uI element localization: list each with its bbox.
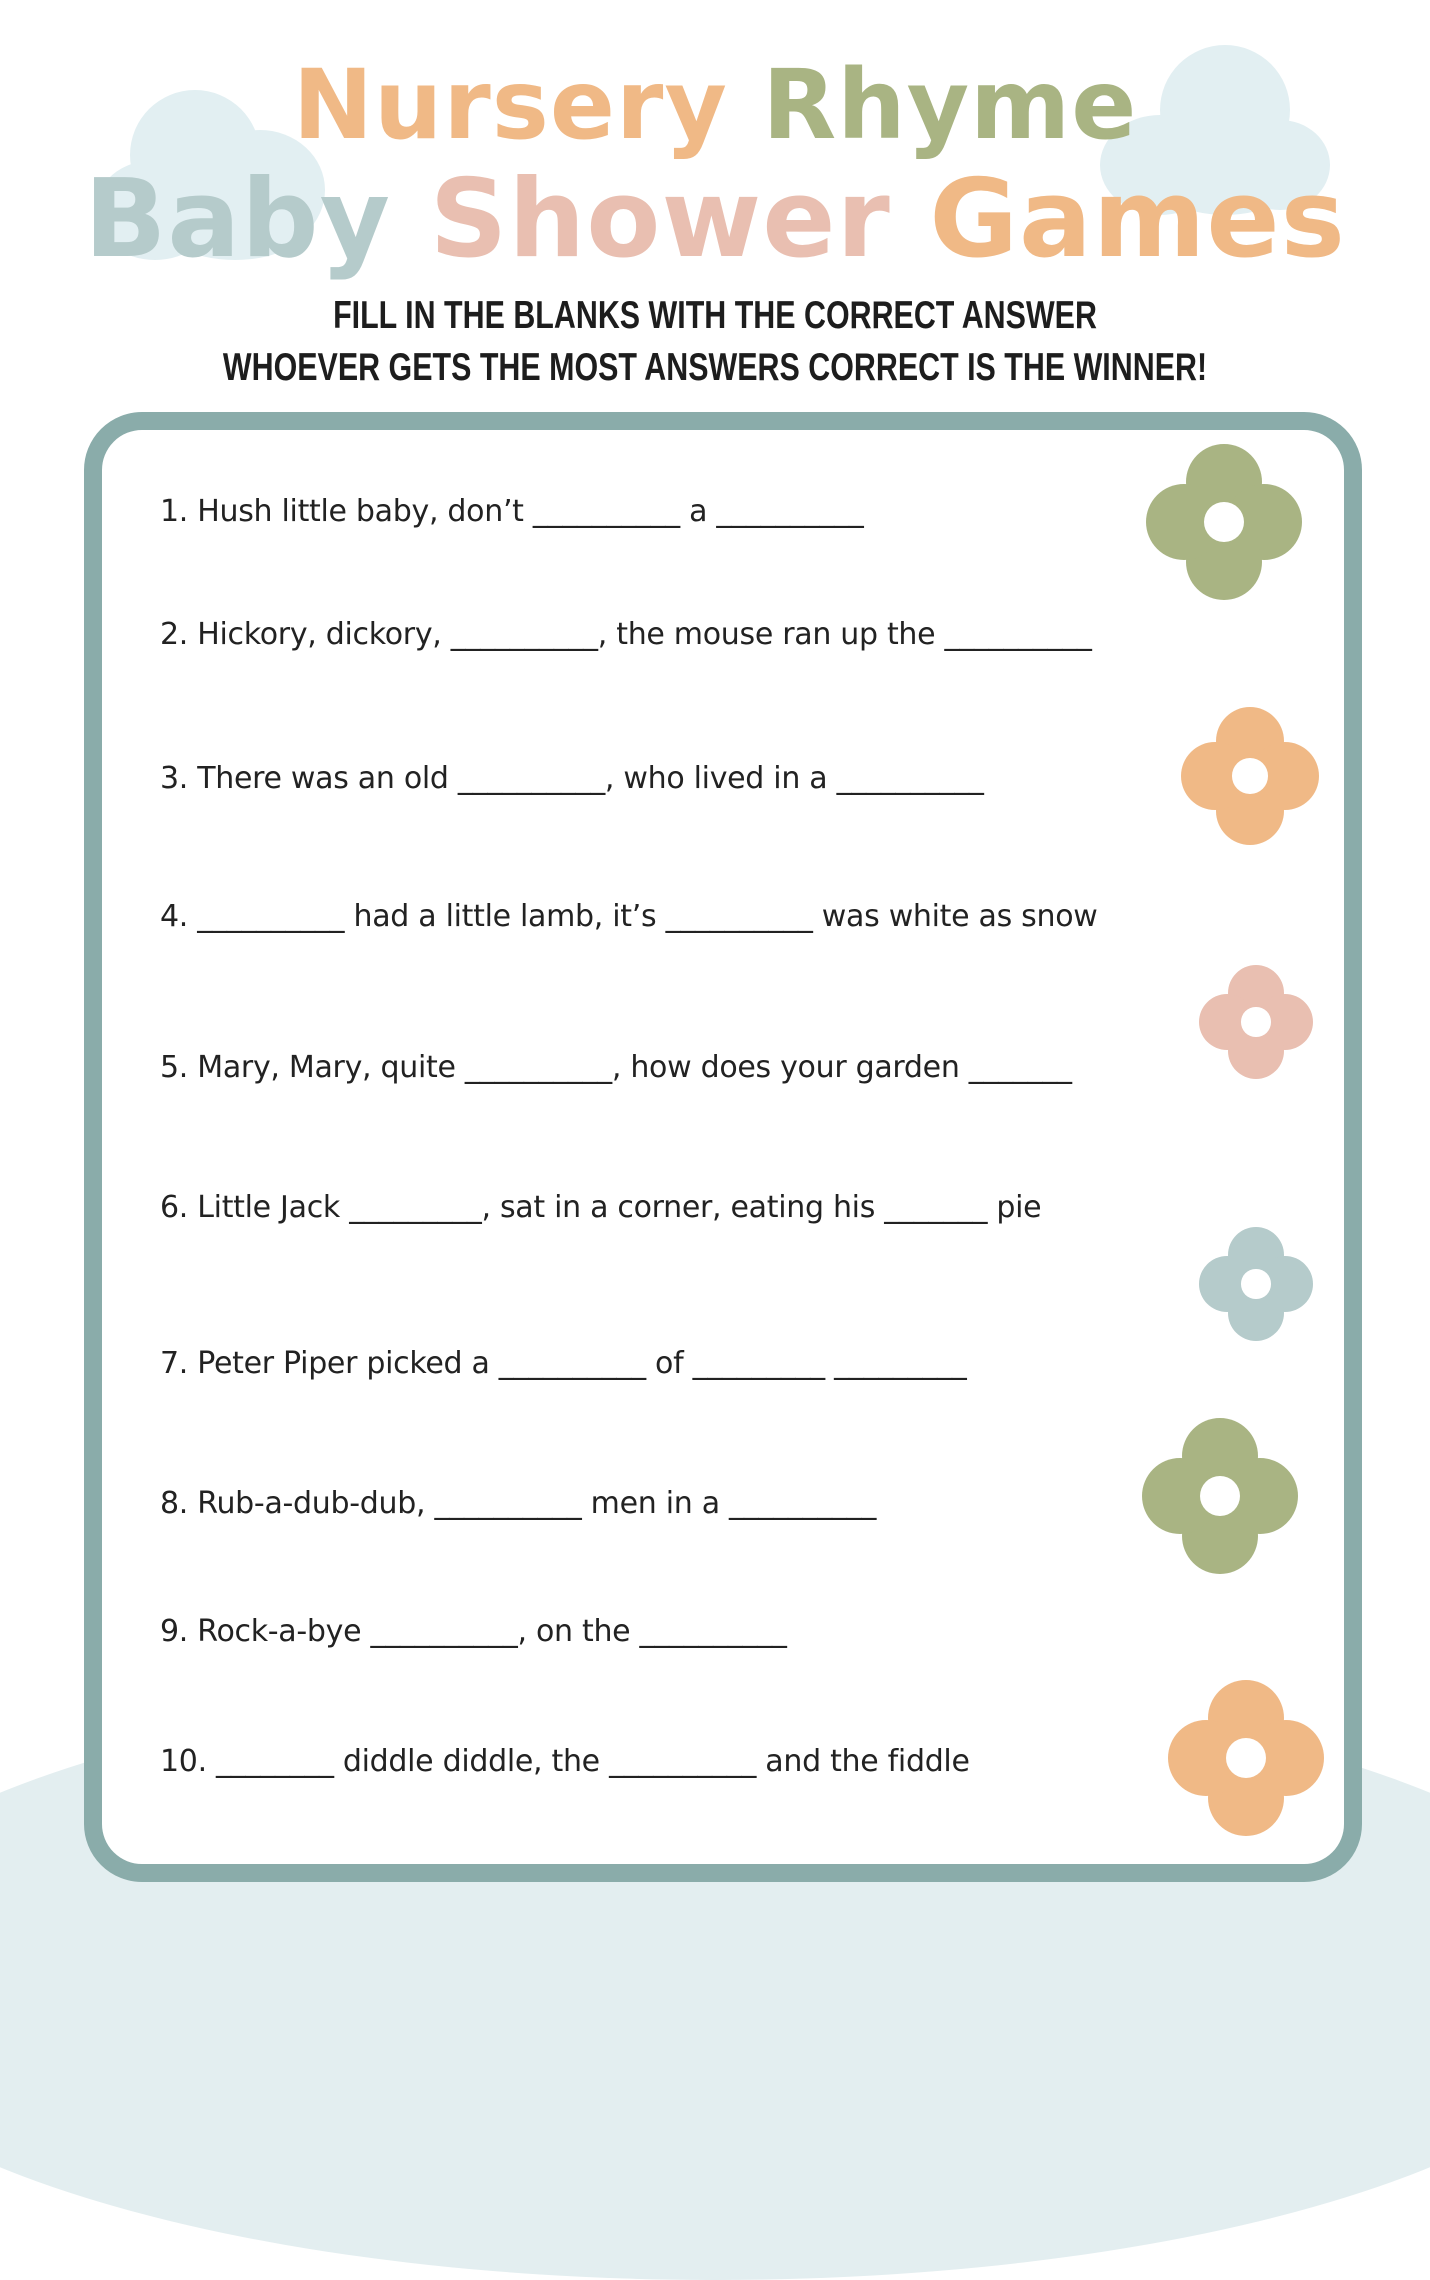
flower-icon: [1148, 446, 1300, 598]
question-9: 9. Rock-a-bye __________, on the __________: [160, 1614, 787, 1649]
question-1: 1. Hush little baby, don’t __________ a __________: [160, 494, 864, 529]
title-word-baby: Baby: [84, 157, 391, 282]
title-word-rhyme: Rhyme: [762, 49, 1138, 161]
page-title-line-2: [0, 157, 1430, 282]
page-title-line-1: [0, 50, 1430, 160]
flower-icon: [1144, 1420, 1296, 1572]
question-10: 10. ________ diddle diddle, the __________ and the fiddle: [160, 1744, 970, 1779]
instructions-line-1: FILL IN THE BLANKS WITH THE CORRECT ANSWER: [333, 294, 1097, 337]
flower-center: [1226, 1738, 1266, 1778]
instructions-line-2: WHOEVER GETS THE MOST ANSWERS CORRECT IS THE WINNER!: [222, 346, 1208, 389]
flower-center: [1200, 1476, 1240, 1516]
question-4: 4. __________ had a little lamb, it’s __________ was white as snow: [160, 899, 1098, 934]
question-3: 3. There was an old __________, who lived in a __________: [160, 761, 984, 796]
title-word-nursery: Nursery: [292, 49, 728, 161]
flower-icon: [1170, 1682, 1322, 1834]
flower-icon: [1200, 966, 1312, 1078]
question-5: 5. Mary, Mary, quite __________, how does your garden _______: [160, 1050, 1072, 1085]
flower-center: [1204, 502, 1244, 542]
question-7: 7. Peter Piper picked a __________ of _________ _________: [160, 1346, 967, 1381]
title-word-shower: Shower: [429, 157, 891, 282]
flower-center: [1232, 758, 1268, 794]
flower-icon: [1200, 1228, 1312, 1340]
flower-icon: [1182, 708, 1318, 844]
instructions: [157, 290, 1272, 394]
flower-center: [1241, 1269, 1270, 1298]
title-word-games: Games: [929, 157, 1346, 282]
question-6: 6. Little Jack _________, sat in a corner, eating his _______ pie: [160, 1190, 1042, 1225]
question-8: 8. Rub-a-dub-dub, __________ men in a __________: [160, 1486, 877, 1521]
question-2: 2. Hickory, dickory, __________, the mouse ran up the __________: [160, 617, 1092, 652]
flower-center: [1241, 1007, 1270, 1036]
